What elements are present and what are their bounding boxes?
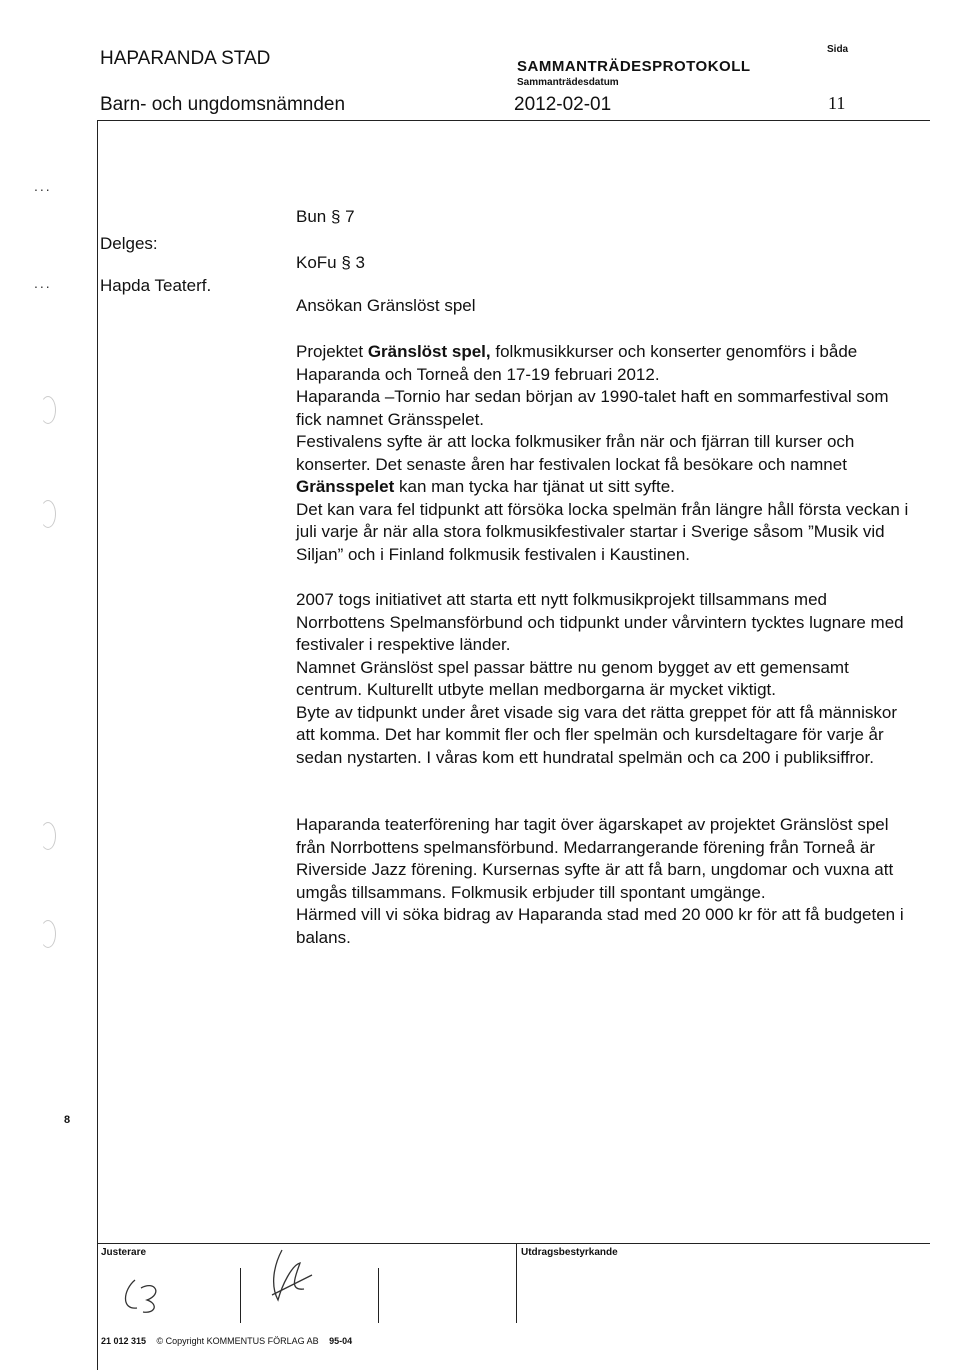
- recipient: Hapda Teaterf.: [100, 276, 212, 295]
- punch-hole-mark: [40, 920, 56, 948]
- footer-rule: [97, 1243, 930, 1244]
- p1-text-g: kan man tycka har tjänat ut sitt syfte.: [394, 477, 675, 496]
- signature-divider: [378, 1268, 379, 1323]
- copyright: © Copyright KOMMENTUS FÖRLAG AB: [156, 1336, 319, 1346]
- section-subject: Ansökan Gränslöst spel: [296, 296, 476, 315]
- side-number: 8: [64, 1114, 71, 1126]
- form-code: 21 012 315: [101, 1336, 147, 1346]
- p1-text-c: folkmusikkurser och konserter genomförs i både Haparanda och Torneå den 17-19 februari 2012.: [296, 342, 858, 384]
- old-festival-name: Gränsspelet: [296, 477, 395, 496]
- meeting-date: 2012-02-01: [514, 94, 612, 115]
- body-paragraph-2: [296, 589, 916, 769]
- margin-rule: [97, 120, 98, 1370]
- body-paragraph-1: [296, 341, 916, 566]
- p1-history: Haparanda –Tornio har sedan början av 1990-talet haft en sommarfestival som fick namnet Gränsspelet.: [296, 387, 889, 429]
- section-ref-bun: Bun § 7: [296, 207, 355, 226]
- p1-text-e: Festivalens syfte är att locka folkmusiker från när och fjärran till kurser och konserter. Det senaste åren har festivalen lockat få besökare och namnet: [296, 432, 855, 474]
- form-footer: [101, 1331, 352, 1349]
- handwritten-signature: [252, 1245, 322, 1315]
- initials-signature: [115, 1270, 175, 1320]
- signature-divider: [240, 1268, 241, 1323]
- section-ref-kofu: KoFu § 3: [296, 253, 365, 272]
- committee-name: Barn- och ungdomsnämnden: [100, 94, 346, 115]
- utdrag-label: Utdragsbestyrkande: [521, 1247, 618, 1258]
- page-label: Sida: [827, 44, 849, 55]
- p2-timing: Byte av tidpunkt under året visade sig vara det rätta greppet för att få människor att komma. Det har kommit fler och fler spelmän och kursdeltagare för varje år sedan nystarten. I våras kom ett hundratal spelmän och ca 200 i publiksiffror.: [296, 702, 897, 767]
- p3-request: Härmed vill vi söka bidrag av Haparanda stad med 20 000 kr för att få budgeten i balans.: [296, 905, 904, 947]
- p2-name: Namnet Gränslöst spel passar bättre nu genom bygget av ett gemensamt centrum. Kulturellt utbyte mellan medborgarna är mycket viktigt.: [296, 657, 849, 699]
- page-number: 11: [828, 93, 846, 113]
- delges-label: Delges:: [100, 234, 158, 253]
- p1-timing: Det kan vara fel tidpunkt att försöka locka spelmän från längre håll första veckan i juli varje år när alla stora folkmusikfestivaler startar i Sverige såsom ”Musik vid Siljan” och i Finland folkmusik festivalen i Kaustinen.: [296, 499, 909, 564]
- org-name: HAPARANDA STAD: [100, 48, 271, 69]
- project-name: Gränslöst spel,: [367, 342, 491, 361]
- punch-hole-mark: [40, 500, 56, 528]
- header-rule: [97, 120, 930, 121]
- footer-divider: [516, 1243, 517, 1323]
- p2-initiative: 2007 togs initiativet att starta ett nytt folkmusikprojekt tillsammans med Norrbottens Spelmansförbund och tidpunkt under vårvintern tycktes lugnare med festivaler i respektive länder.: [296, 590, 904, 654]
- p1-text-a: Projektet: [296, 342, 368, 361]
- margin-dots-2: ...: [34, 275, 52, 291]
- justerare-label: Justerare: [101, 1247, 147, 1258]
- body-paragraph-3: [296, 814, 916, 949]
- punch-hole-mark: [40, 396, 56, 424]
- punch-hole-mark: [40, 822, 56, 850]
- margin-dots-1: ...: [34, 178, 52, 194]
- date-label: Sammanträdesdatum: [517, 77, 619, 88]
- form-version: 95-04: [329, 1336, 353, 1346]
- document-title: SAMMANTRÄDESPROTOKOLL: [517, 58, 751, 75]
- p3-ownership: Haparanda teaterförening har tagit över ägarskapet av projektet Gränslöst spel från Norrbottens spelmansförbund. Medarrangerande förening från Torneå är Riverside Jazz förening. Kursernas syfte är att få barn, ungdomar och vuxna att umgås tillsammans. Folkmusik erbjuder till spontant umgänge.: [296, 815, 894, 902]
